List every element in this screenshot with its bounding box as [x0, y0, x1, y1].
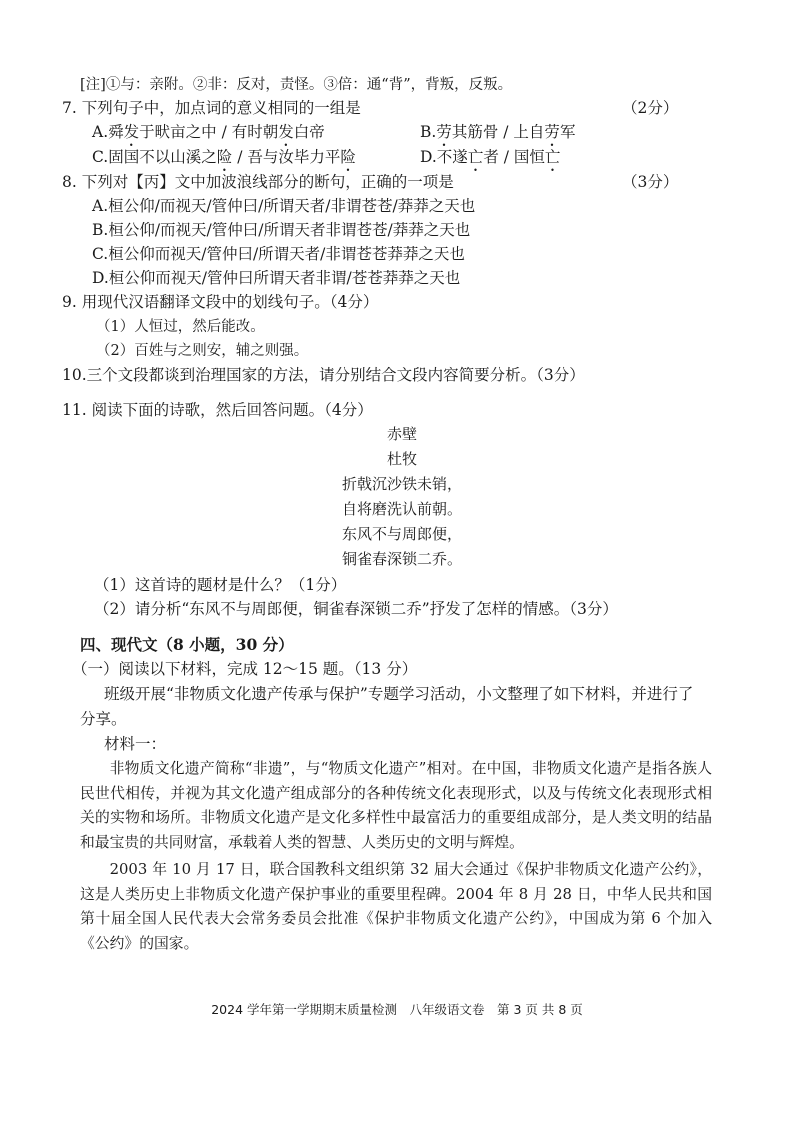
question-8-option-c: C.桓公仰而视天/管仲曰/所谓天者/非谓苍苍莽莽之天也	[92, 245, 465, 263]
question-9-stem: 9. 用现代汉语翻译文段中的划线句子。（4分）	[62, 293, 379, 311]
section-4-subheading: （一）阅读以下材料，完成 12～15 题。（13 分）	[72, 660, 418, 678]
question-8-stem: 8. 下列对【丙】文中加波浪线部分的断句，正确的一项是	[62, 173, 454, 191]
poem-line-3: 东风不与周郎便，	[341, 525, 462, 543]
question-11-sub-1: （1）这首诗的题材是什么？（1分）	[94, 576, 347, 594]
question-7-score: （2分）	[622, 99, 679, 117]
poem-author: 杜牧	[386, 450, 417, 468]
poem-title: 赤壁	[386, 425, 417, 443]
question-7-option-a: A.舜发于畎亩之中 / 有时朝发白帝	[92, 123, 325, 141]
question-11-stem: 11. 阅读下面的诗歌，然后回答问题。（4分）	[62, 401, 373, 419]
question-10-stem: 10.三个文段都谈到治理国家的方法，请分别结合文段内容简要分析。（3分）	[62, 366, 585, 384]
material-1-label: 材料一：	[104, 735, 167, 753]
question-8-option-d: D.桓公仰而视天/管仲曰所谓天者非谓/苍苍莽莽之天也	[92, 269, 461, 287]
question-9-sentence-2: （2）百姓与之则安，辅之则强。	[96, 343, 309, 359]
question-7-option-b: B.劳其筋骨 / 上自劳军	[420, 123, 576, 141]
poem-line-4: 铜雀春深锁二乔。	[341, 550, 462, 568]
material-1-paragraph-2: 2003 年 10 月 17 日，联合国教科文组织第 32 届大会通过《保护非物质文化遗产公约》，这是人类历史上非物质文化遗产保护事业的重要里程碑。2004 年 8 月 28 日，中华人民共和国第十届全国人民代表大会常务委员会批准《保护非物质文化遗产公约》，中国成为第 6 个加入《公约》的国家。	[80, 861, 712, 952]
question-8-option-a: A.桓公仰/而视天/管仲曰/所谓天者/非谓苍苍/莽莽之天也	[92, 197, 476, 215]
question-8-score: （3分）	[622, 173, 679, 191]
section-4-heading: 四、现代文（8 小题，30 分）	[80, 635, 294, 654]
section-4-intro-line-1: 班级开展“非物质文化遗产传承与保护”专题学习活动，小文整理了如下材料，并进行了	[104, 685, 694, 703]
question-7-option-c: C.固国不以山溪之险 / 吾与汝毕力平险	[92, 148, 356, 166]
question-7-option-d: D.不遂亡者 / 国恒亡	[420, 148, 561, 166]
poem-line-2: 自将磨洗认前朝。	[341, 500, 462, 518]
section-4-intro-line-2: 分享。	[80, 710, 127, 728]
question-7-stem: 7. 下列句子中，加点词的意义相同的一组是	[62, 99, 361, 117]
question-9-sentence-1: （1）人恒过，然后能改。	[96, 319, 265, 335]
annotation-note: [注]①与：亲附。②非：反对，责怪。③倍：通“背”，背叛，反叛。	[80, 77, 513, 93]
poem-line-1: 折戟沉沙铁未销，	[341, 475, 462, 493]
page-footer: 2024 学年第一学期期末质量检测 八年级语文卷 第 3 页 共 8 页	[211, 1002, 583, 1017]
question-11-sub-2: （2）请分析“东风不与周郎便，铜雀春深锁二乔”抒发了怎样的情感。（3分）	[94, 600, 618, 618]
material-1-paragraph-1: 非物质文化遗产简称“非遗”，与“物质文化遗产”相对。在中国，非物质文化遗产是指各族人民世代相传，并视为其文化遗产组成部分的各种传统文化表现形式，以及与传统文化表现形式相关的实物和场所。非物质文化遗产是文化多样性中最富活力的重要组成部分，是人类文明的结晶和最宝贵的共同财富，承载着人类的智慧、人类历史的文明与辉煌。	[80, 760, 712, 851]
question-8-option-b: B.桓公仰/而视天/管仲曰/所谓天者非谓苍苍/莽莽之天也	[92, 221, 471, 239]
